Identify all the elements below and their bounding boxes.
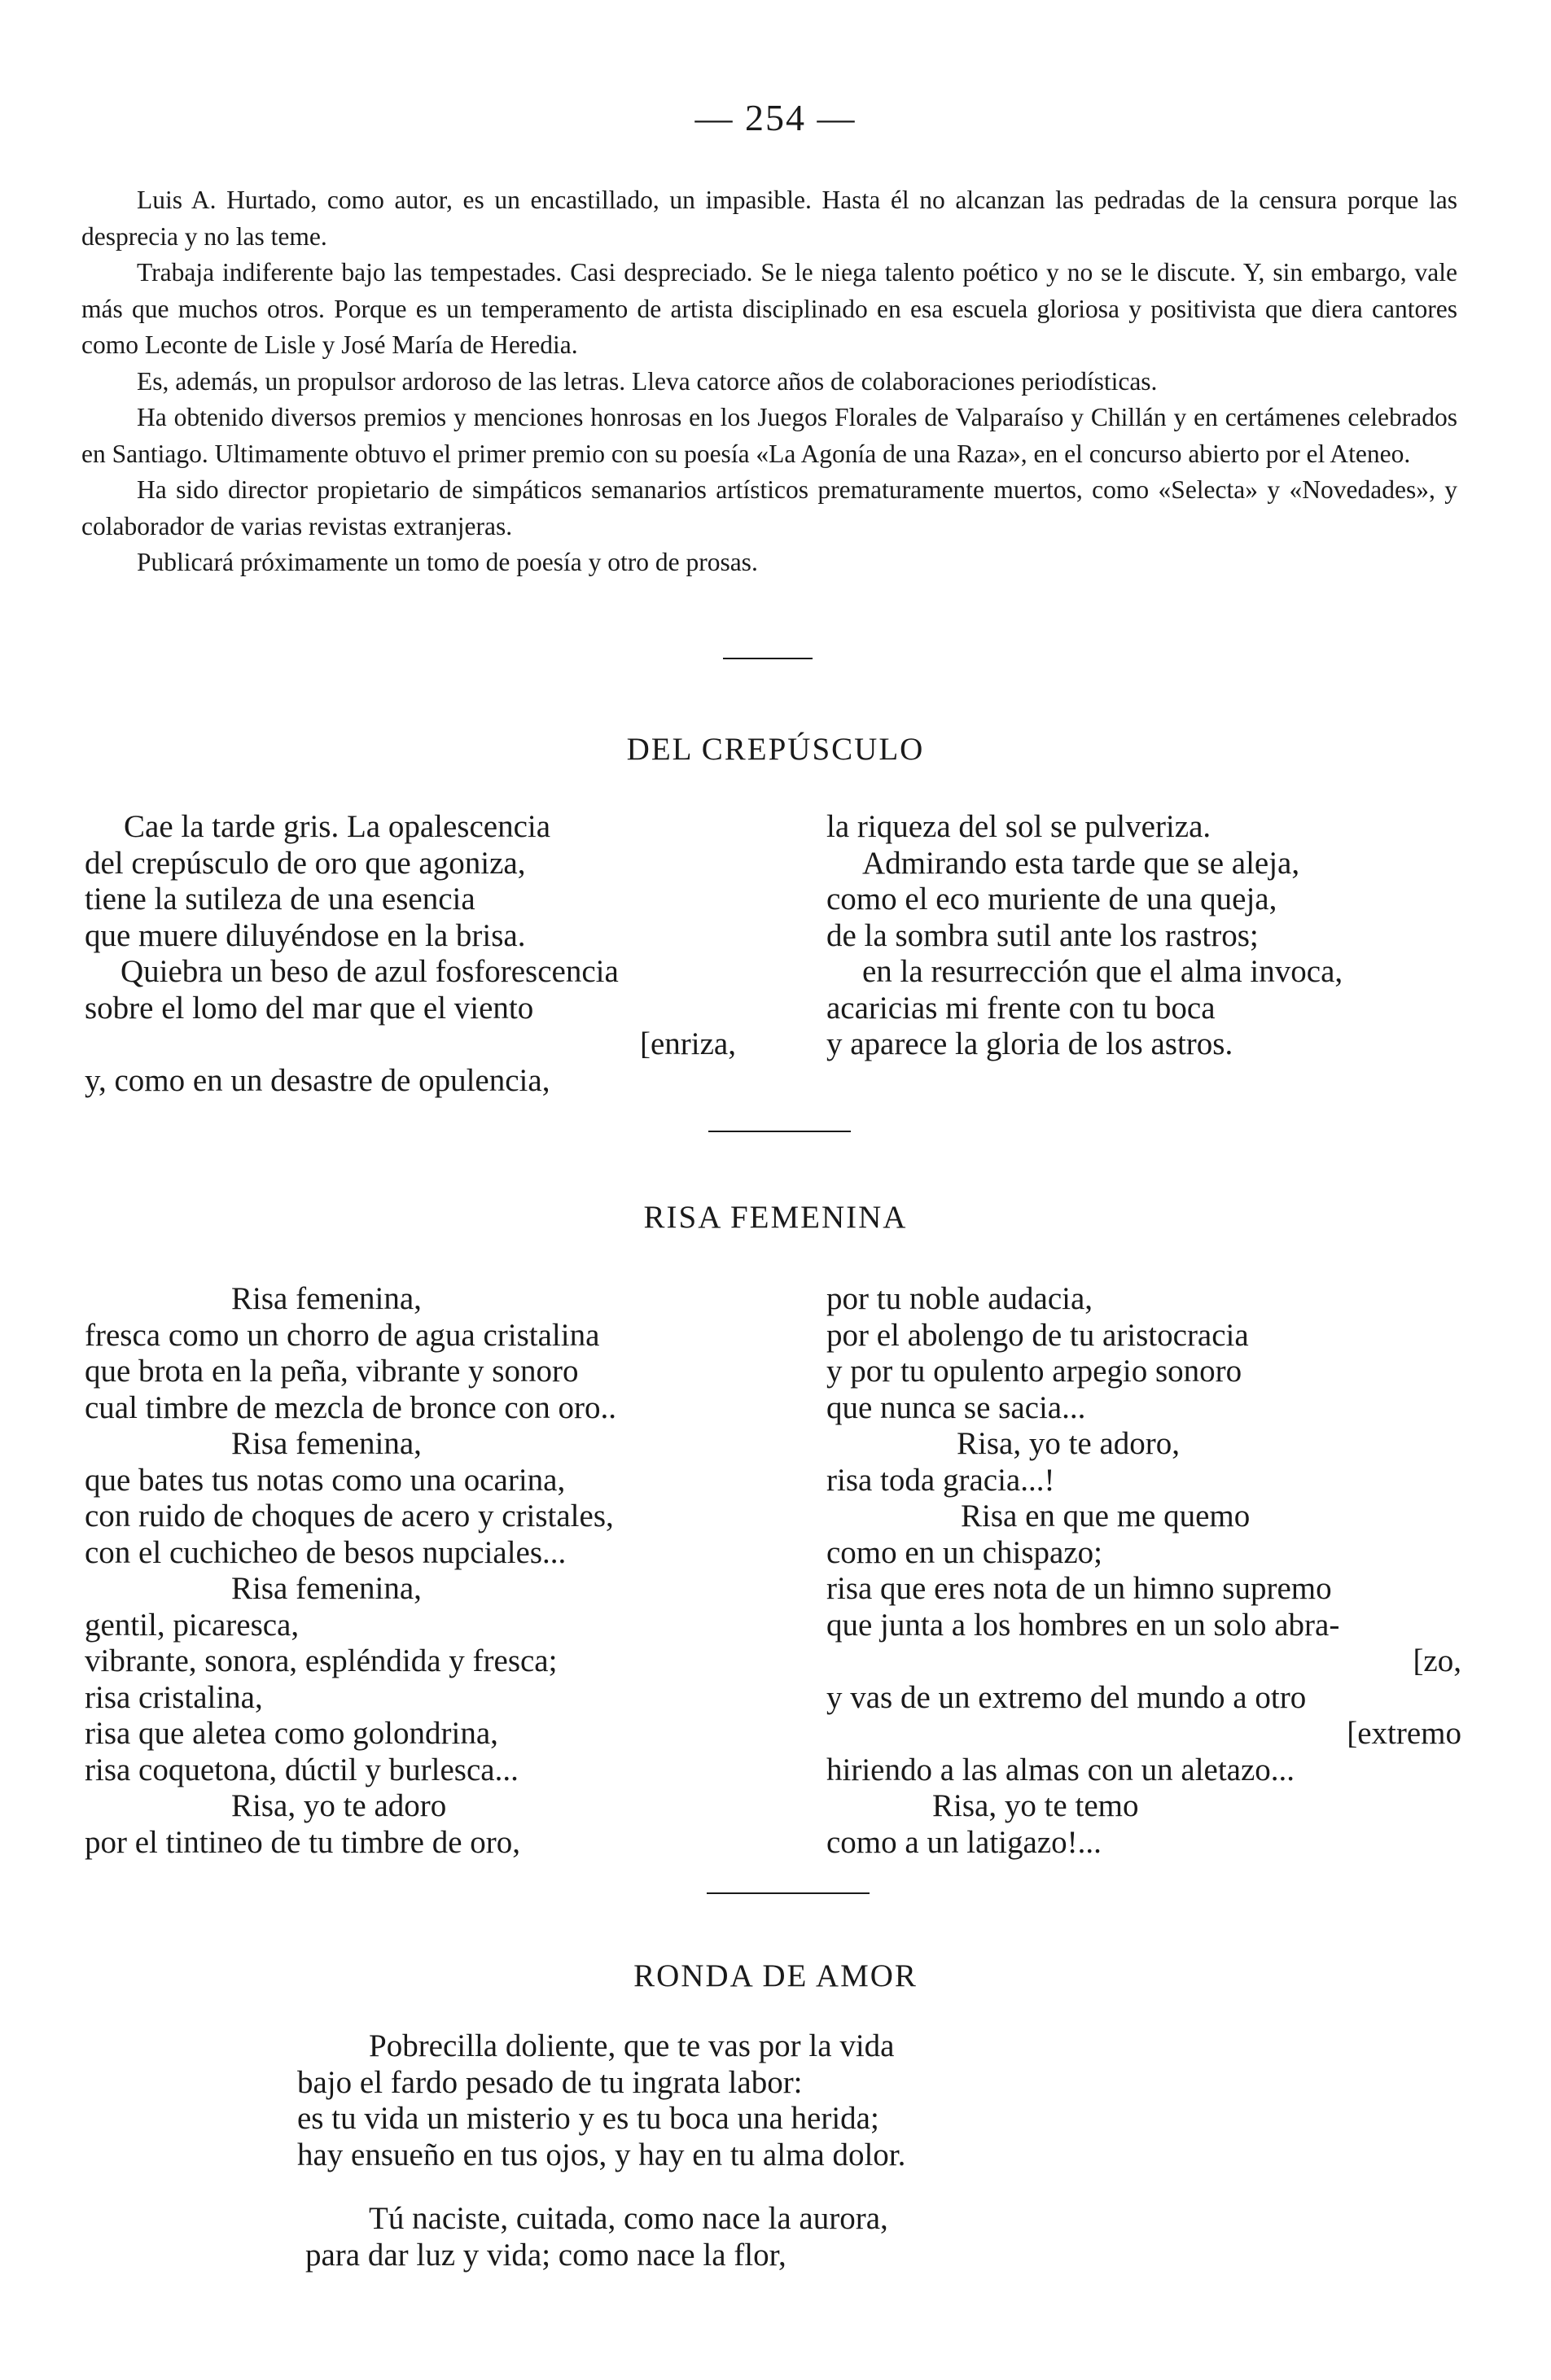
poem-line: para dar luz y vida; como nace la flor, <box>305 2237 786 2273</box>
poem-column-right <box>826 1281 1478 1861</box>
poem-stanza <box>297 2028 1274 2173</box>
poem-line: que brota en la peña, vibrante y sonoro <box>85 1354 579 1389</box>
poem-line: risa que eres nota de un himno supremo <box>826 1571 1332 1606</box>
poem-line: por el tintineo de tu timbre de oro, <box>85 1824 521 1860</box>
poem-line: risa toda gracia...! <box>826 1462 1055 1498</box>
poem-title: RISA FEMENINA <box>643 1200 908 1235</box>
section-divider <box>723 658 813 659</box>
bio-paragraph: Publicará próximamente un tomo de poesía y otro de prosas. <box>137 548 758 576</box>
bio-paragraph: Es, además, un propulsor ardoroso de las letras. Lleva catorce años de colaboraciones periodísticas. <box>137 366 1158 396</box>
bio-paragraph: Ha sido director propietario de simpáticos semanarios artísticos prematuramente muertos, como «Selecta» y «Novedades», y colaborador de varias revistas extranjeras. <box>81 475 1457 540</box>
poem-line: con el cuchicheo de besos nupciales... <box>85 1534 567 1570</box>
poem-line: Risa, yo te adoro <box>231 1788 447 1823</box>
poem-line: cual timbre de mezcla de bronce con oro.. <box>85 1389 616 1425</box>
poem-line: y vas de un extremo del mundo a otro <box>826 1679 1307 1715</box>
poem-line: Risa femenina, <box>231 1571 422 1606</box>
poem-line: como el eco muriente de una queja, <box>826 882 1277 917</box>
poem-column-right <box>826 809 1478 1063</box>
poem-line: en la resurrección que el alma invoca, <box>862 954 1343 989</box>
poem-line: del crepúsculo de oro que agoniza, <box>85 845 526 881</box>
poem-line: por tu noble audacia, <box>826 1281 1093 1316</box>
poem-line: que muere diluyéndose en la brisa. <box>85 917 526 953</box>
poem-line: risa que aletea como golondrina, <box>85 1716 498 1751</box>
poem-column-left <box>85 1281 736 1861</box>
poem-line: Quiebra un beso de azul fosforescencia <box>120 954 619 989</box>
poem-line: vibrante, sonora, espléndida y fresca; <box>85 1643 558 1678</box>
poem-line: [enriza, <box>640 1026 736 1061</box>
poem-line: bajo el fardo pesado de tu ingrata labor: <box>297 2064 803 2100</box>
poem-line: como a un latigazo!... <box>826 1824 1102 1860</box>
poem-column-left <box>85 809 736 1099</box>
poem-line: es tu vida un misterio y es tu boca una herida; <box>297 2101 879 2136</box>
poem-line: Admirando esta tarde que se aleja, <box>862 845 1300 881</box>
section-divider <box>708 1131 851 1132</box>
author-biography <box>81 182 1457 581</box>
poem-line: Risa, yo te adoro, <box>957 1426 1181 1461</box>
poem-line: que nunca se sacia... <box>826 1389 1086 1425</box>
bio-paragraph: Trabaja indiferente bajo las tempestades. Casi despreciado. Se le niega talento poético y no se le discute. Y, sin embargo, vale más que muchos otros. Porque es un temperamento de artista disciplinado en esa escuela gloriosa y positivista que diera cantores como Leconte de Lisle y José María de Heredia. <box>81 258 1457 359</box>
poem-line: gentil, picaresca, <box>85 1607 300 1643</box>
poem-line: Risa femenina, <box>231 1281 422 1316</box>
poem-line: Risa femenina, <box>231 1426 422 1461</box>
poem-title: DEL CREPÚSCULO <box>626 732 925 767</box>
poem-line: tiene la sutileza de una esencia <box>85 882 475 917</box>
poem-line: acaricias mi frente con tu boca <box>826 990 1216 1026</box>
poem-line: la riqueza del sol se pulveriza. <box>826 809 1211 844</box>
poem-line: de la sombra sutil ante los rastros; <box>826 917 1259 953</box>
poem-line: Risa, yo te temo <box>932 1788 1139 1823</box>
poem-line: hiriendo a las almas con un aletazo... <box>826 1752 1295 1787</box>
poem-line: [extremo <box>1347 1716 1461 1751</box>
poem-line: fresca como un chorro de agua cristalina <box>85 1317 600 1353</box>
page-number: — 254 — <box>694 97 857 138</box>
poem-line: y aparece la gloria de los astros. <box>826 1026 1233 1061</box>
poem-line: risa coquetona, dúctil y burlesca... <box>85 1752 519 1787</box>
poem-line: y por tu opulento arpegio sonoro <box>826 1354 1242 1389</box>
poem-line: Cae la tarde gris. La opalescencia <box>124 809 551 844</box>
bio-paragraph: Ha obtenido diversos premios y menciones honrosas en los Juegos Florales de Valparaíso y Chillán y en certámenes celebrados en Santiago. Ultimamente obtuvo el primer premio con su poesía «La Agonía de una Raza», en el concurso abierto por el Ateneo. <box>81 403 1457 468</box>
poem-line: risa cristalina, <box>85 1679 263 1715</box>
poem-line: Risa en que me quemo <box>961 1498 1251 1533</box>
poem-line: que junta a los hombres en un solo abra- <box>826 1607 1340 1643</box>
section-divider <box>707 1892 870 1894</box>
poem-line: y, como en un desastre de opulencia, <box>85 1062 550 1098</box>
poem-line: con ruido de choques de acero y cristales, <box>85 1498 614 1533</box>
poem-line: por el abolengo de tu aristocracia <box>826 1317 1249 1353</box>
poem-line: sobre el lomo del mar que el viento <box>85 990 534 1026</box>
bio-paragraph: Luis A. Hurtado, como autor, es un encastillado, un impasible. Hasta él no alcanzan las pedradas de la censura porque las desprecia y no las teme. <box>81 186 1457 251</box>
poem-line: [zo, <box>1413 1643 1461 1678</box>
poem-line: Tú naciste, cuitada, como nace la aurora, <box>369 2201 888 2236</box>
poem-title: RONDA DE AMOR <box>633 1958 918 1993</box>
poem-stanza <box>297 2201 1274 2273</box>
poem-line: hay ensueño en tus ojos, y hay en tu alma dolor. <box>297 2137 906 2172</box>
poem-line: Pobrecilla doliente, que te vas por la vida <box>369 2028 895 2063</box>
poem-line: como en un chispazo; <box>826 1534 1102 1570</box>
poem-line: que bates tus notas como una ocarina, <box>85 1462 566 1498</box>
